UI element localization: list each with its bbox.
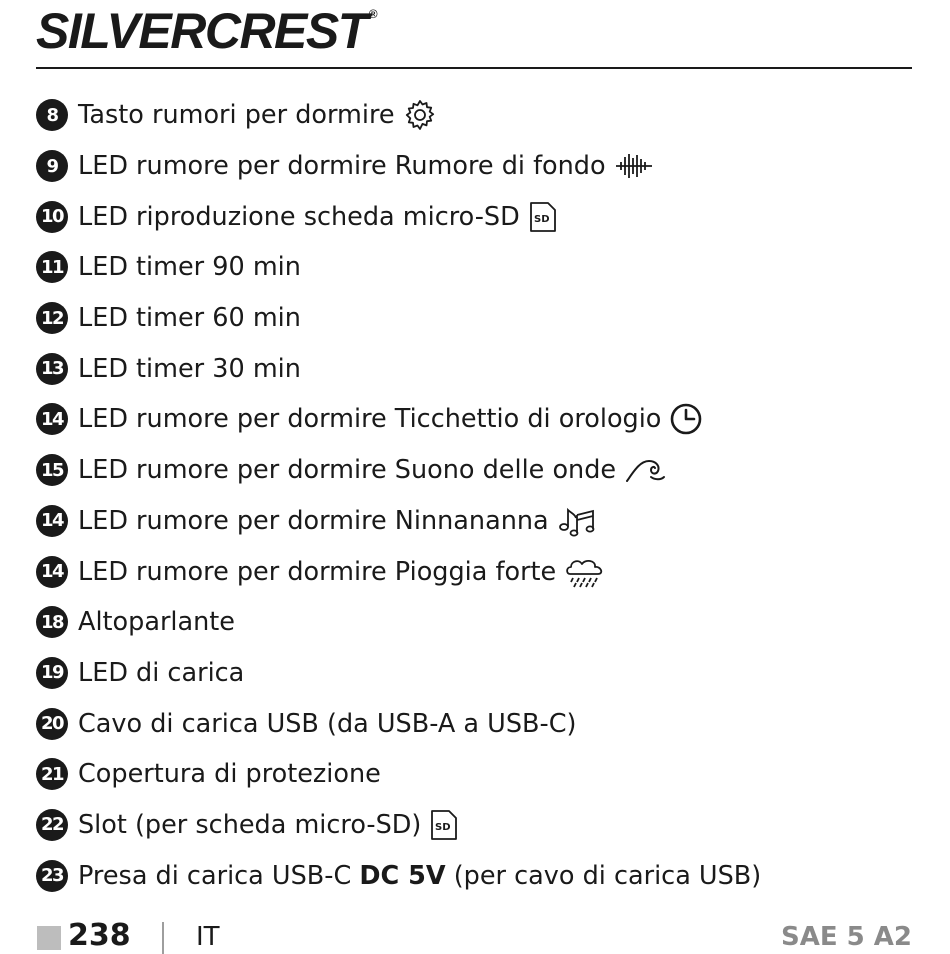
list-item bbox=[36, 343, 936, 394]
item-text: Copertura di protezione bbox=[78, 759, 381, 790]
item-text: LED timer 60 min bbox=[78, 303, 301, 334]
item-number: 8 bbox=[36, 99, 68, 131]
item-text: LED timer 90 min bbox=[78, 252, 301, 283]
list-item bbox=[36, 749, 936, 800]
item-number: 15 bbox=[36, 454, 68, 486]
svg-text:SD: SD bbox=[435, 821, 451, 833]
item-number: 18 bbox=[36, 606, 68, 638]
wave-icon bbox=[624, 455, 666, 485]
list-item bbox=[36, 648, 936, 699]
model-number: SAE 5 A2 bbox=[780, 922, 912, 952]
list-item bbox=[36, 496, 936, 547]
list-item bbox=[36, 445, 936, 496]
language-code: IT bbox=[196, 922, 220, 952]
item-text: Altoparlante bbox=[78, 607, 235, 638]
item-number: 14 bbox=[36, 556, 68, 588]
item-text: LED rumore per dormire Ninnananna bbox=[78, 505, 549, 536]
item-text: Slot (per scheda micro-SD) bbox=[78, 809, 422, 840]
item-text: Tasto rumori per dormire bbox=[78, 100, 395, 131]
list-item bbox=[36, 293, 936, 344]
list-item bbox=[36, 597, 936, 648]
item-number: 14 bbox=[36, 403, 68, 435]
item-text: LED di carica bbox=[78, 657, 245, 688]
item-number: 21 bbox=[36, 758, 68, 790]
footer-divider bbox=[162, 922, 164, 954]
gear-icon bbox=[403, 98, 437, 132]
soundwave-icon bbox=[614, 151, 654, 181]
list-item bbox=[36, 90, 936, 141]
item-text-bold: DC 5V bbox=[359, 860, 446, 891]
list-item bbox=[36, 141, 936, 192]
sd-card-icon bbox=[429, 809, 459, 841]
header-divider bbox=[36, 67, 912, 69]
item-text: LED timer 30 min bbox=[78, 353, 301, 384]
item-text: LED rumore per dormire Pioggia forte bbox=[78, 556, 557, 587]
item-number: 19 bbox=[36, 657, 68, 689]
list-item bbox=[36, 242, 936, 293]
page-number: 238 bbox=[68, 918, 131, 953]
item-text: Cavo di carica USB (da USB-A a USB-C) bbox=[78, 708, 577, 739]
item-number: 20 bbox=[36, 708, 68, 740]
item-text: LED rumore per dormire Rumore di fondo bbox=[78, 151, 606, 182]
item-text: LED rumore per dormire Suono delle onde bbox=[78, 455, 617, 486]
item-text-after: (per cavo di carica USB) bbox=[453, 860, 762, 891]
item-text: LED rumore per dormire Ticchettio di orologio bbox=[78, 404, 662, 435]
list-item bbox=[36, 546, 936, 597]
item-number: 12 bbox=[36, 302, 68, 334]
item-number: 22 bbox=[36, 809, 68, 841]
list-item bbox=[36, 191, 936, 242]
list-item bbox=[36, 698, 936, 749]
brand-logo: SILVERCREST ® bbox=[36, 3, 377, 59]
rain-cloud-icon bbox=[564, 556, 606, 588]
item-text bbox=[78, 861, 761, 891]
page-marker-block bbox=[37, 926, 61, 950]
list-item bbox=[36, 800, 936, 851]
music-notes-icon bbox=[557, 505, 599, 537]
svg-text:SD: SD bbox=[533, 213, 550, 225]
item-number: 13 bbox=[36, 353, 68, 385]
item-text: LED riproduzione scheda micro-SD bbox=[78, 201, 520, 232]
item-number: 10 bbox=[36, 201, 68, 233]
item-number: 11 bbox=[36, 251, 68, 283]
item-text-before: Presa di carica USB-C bbox=[78, 860, 352, 891]
item-number: 23 bbox=[36, 860, 68, 892]
component-list bbox=[36, 90, 936, 901]
sd-card-icon bbox=[528, 201, 558, 233]
item-number: 9 bbox=[36, 150, 68, 182]
list-item bbox=[36, 850, 936, 901]
item-number: 14 bbox=[36, 505, 68, 537]
list-item bbox=[36, 394, 936, 445]
clock-icon bbox=[669, 402, 703, 436]
